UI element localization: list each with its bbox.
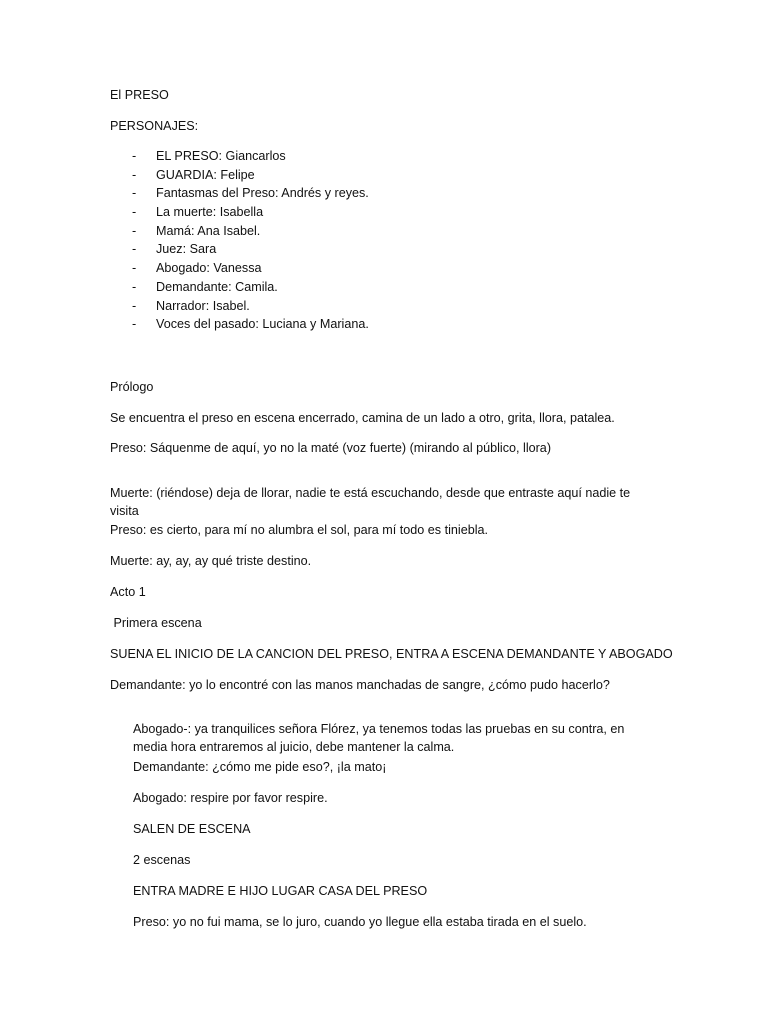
cast-entry: Mamá: Ana Isabel. [156,223,261,238]
cast-entry: La muerte: Isabella [156,205,264,220]
paragraph: Se encuentra el preso en escena encerrado, camina de un lado a otro, grita, llora, patalea. [110,411,615,425]
stage-direction: ENTRA MADRE E HIJO LUGAR CASA DEL PRESO [133,884,428,898]
section-heading-escena: Primera escena [110,616,202,630]
list-bullet: - [132,167,137,182]
list-bullet: - [132,317,137,332]
paragraph: Preso: yo no fui mama, se lo juro, cuando yo llegue ella estaba tirada en el suelo. [133,915,587,929]
cast-entry: Juez: Sara [156,242,217,257]
list-bullet: - [132,223,137,238]
document-title: El PRESO [110,88,169,102]
cast-entry: Fantasmas del Preso: Andrés y reyes. [156,186,369,201]
paragraph: Muerte: (riéndose) deja de llorar, nadie te está escuchando, desde que entraste aquí nadie te visita [110,485,631,519]
paragraph: Abogado: respire por favor respire. [133,791,328,805]
list-bullet: - [132,279,137,294]
list-bullet: - [132,149,137,163]
stage-direction: SUENA EL INICIO DE LA CANCION DEL PRESO, ENTRA A ESCENA DEMANDANTE Y ABOGADO [110,647,673,661]
list-bullet: - [132,242,137,257]
list-bullet: - [132,298,137,313]
cast-entry: Demandante: Camila. [156,279,278,294]
personajes-heading: PERSONAJES: [110,119,199,133]
paragraph: Preso: es cierto, para mí no alumbra el sol, para mí todo es tiniebla. [110,523,488,537]
paragraph: Muerte: ay, ay, ay qué triste destino. [110,554,312,568]
stage-direction: SALEN DE ESCENA [133,822,251,836]
cast-entry: GUARDIA: Felipe [156,167,255,182]
list-bullet: - [132,261,137,276]
paragraph: Preso: Sáquenme de aquí, yo no la maté (voz fuerte) (mirando al público, llora) [110,441,552,455]
section-heading-escena: 2 escenas [133,853,191,867]
list-bullet: - [132,205,137,220]
paragraph: Abogado-: ya tranquilices señora Flórez, ya tenemos todas las pruebas en su contra, en media hora entraremos al juicio, debe mantener la calma. [133,721,625,755]
cast-entry: Voces del pasado: Luciana y Mariana. [156,317,369,332]
cast-entry: Narrador: Isabel. [156,298,250,313]
section-heading-acto: Acto 1 [110,585,146,599]
cast-entry: Abogado: Vanessa [156,261,262,276]
paragraph: Demandante: yo lo encontré con las manos manchadas de sangre, ¿cómo pudo hacerlo? [110,678,610,692]
section-heading-prologo: Prólogo [110,380,154,394]
paragraph: Demandante: ¿cómo me pide eso?, ¡la mato¡ [133,760,387,774]
list-bullet: - [132,186,137,201]
cast-entry: EL PRESO: Giancarlos [156,149,286,163]
